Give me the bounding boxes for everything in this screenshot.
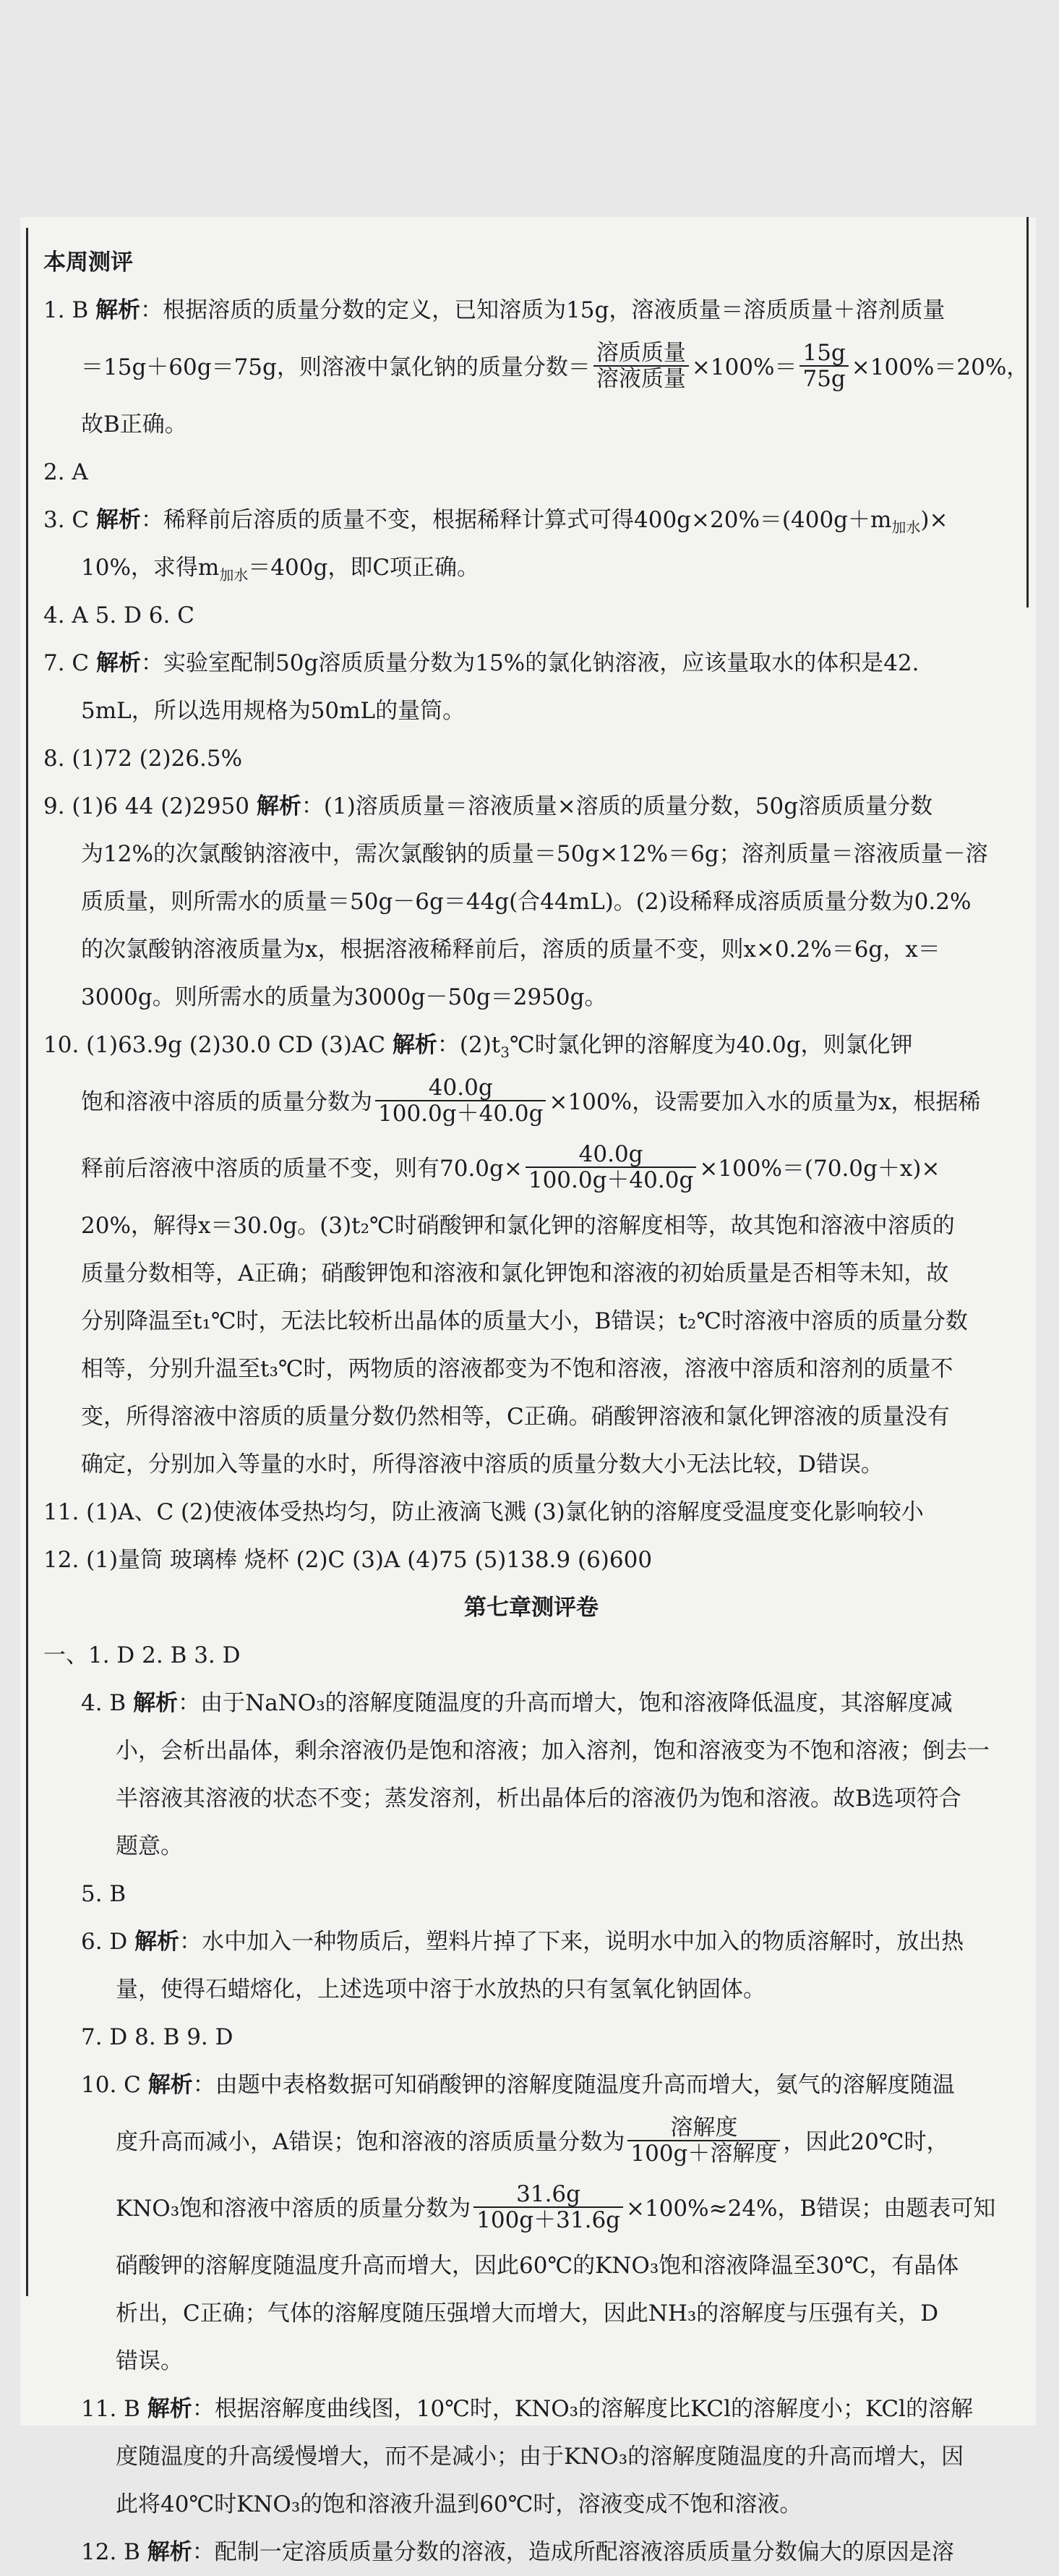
fraction: $\frac{40.0g}{100.0g+40.0g}$ — [526, 1142, 696, 1193]
q2-line: 2. A — [43, 459, 88, 485]
c10-line6: 错误。 — [116, 2348, 183, 2374]
c12-line1: 12. B 解析：配制一定溶质质量分数的溶液，造成所配溶液溶质质量分数偏大的原因是溶 — [81, 2539, 954, 2565]
fraction: $\frac{31.6g}{100g+31.6g}$ — [473, 2182, 623, 2232]
q10-line2: 饱和溶液中溶质的质量分数为 $\frac{40.0g}{100.0g+40.0g}$ ×100%，设需要加入水的质量为x，根据稀 — [81, 1074, 981, 1127]
c5-line: 5. B — [81, 1881, 127, 1907]
right-border-line — [1026, 217, 1029, 607]
q7-line2: 5mL，所以选用规格为50mL的量筒。 — [81, 698, 466, 724]
c4-line1: 4. B 解析：由于NaNO₃的溶解度随温度的升高而增大，饱和溶液降低温度，其溶解度减 — [81, 1690, 953, 1716]
c10-line4: 硝酸钾的溶解度随温度升高而增大，因此60℃的KNO₃饱和溶液降温至30℃，有晶体 — [116, 2253, 959, 2279]
chapter-title: 第七章测评卷 — [464, 1595, 599, 1621]
q10-line3: 释前后溶液中溶质的质量不变，则有70.0g× $\frac{40.0g}{100.0g+40.0g}$ ×100%＝(70.0g＋x)× — [81, 1140, 940, 1193]
fraction: $\frac{\text{溶质质量}}{\text{溶液质量}}$ — [593, 341, 689, 391]
fraction: $\frac{40.0g}{100.0g+40.0g}$ — [375, 1075, 546, 1126]
q3-line1: 3. C 解析：稀释前后溶质的质量不变，根据稀释计算式可得$400g\times 20\%=(400g+m_{加水})\times$ — [43, 507, 948, 537]
c1-line: 一、1. D 2. B 3. D — [43, 1642, 241, 1668]
answer-content — [43, 239, 1029, 2576]
c10-line3: KNO₃饱和溶液中溶质的质量分数为 $\frac{31.6g}{100g+31.6g}$ ×100%≈24%，B错误；由题表可知 — [116, 2180, 996, 2233]
q3-line2: 10%，求得$m_{加水}=400g$，即C项正确。 — [81, 555, 480, 584]
c4-line2: 小，会析出晶体，剩余溶液仍是饱和溶液；加入溶剂，饱和溶液变为不饱和溶液；倒去一 — [116, 1738, 990, 1764]
c4-line3: 半溶液其溶液的状态不变；蒸发溶剂，析出晶体后的溶液仍为饱和溶液。故B选项符合 — [116, 1786, 961, 1812]
c6-line2: 量，使得石蜡熔化，上述选项中溶于水放热的只有氢氧化钠固体。 — [116, 1976, 766, 2003]
q10-line1: 10. (1)63.9g (2)30.0 CD (3)AC 解析：$(2)t_3℃$时氯化钾的溶解度为40.0g，则氯化钾 — [43, 1032, 913, 1062]
q10-line4: 20%，解得x＝30.0g。(3)t₂℃时硝酸钾和氯化钾的溶解度相等，故其饱和溶液中溶质的 — [81, 1213, 955, 1239]
q1-line2: ＝15g＋60g＝75g，则溶液中氯化钠的质量分数＝ $\frac{\text{溶质质量}}{\text{溶液质量}}$ ×100%＝ $\frac{15g}{75g}$ ×100%＝20%， — [81, 339, 1029, 392]
c11-line2: 度随温度的升高缓慢增大，而不是减小；由于KNO₃的溶解度随温度的升高而增大，因 — [116, 2444, 964, 2470]
fraction: $\frac{15g}{75g}$ — [799, 341, 848, 391]
q7-line1: 7. C 解析：实验室配制50g溶质质量分数为15%的氯化钠溶液，应该量取水的体积是42. — [43, 650, 919, 676]
q12-line: 12. (1)量筒 玻璃棒 烧杯 (2)C (3)A (4)75 (5)138.9 (6)600 — [43, 1547, 653, 1573]
c10-line1: 10. C 解析：由题中表格数据可知硝酸钾的溶解度随温度升高而增大，氨气的溶解度随温 — [81, 2072, 955, 2098]
q1-line1: 1. B 解析：根据溶质的质量分数的定义，已知溶质为15g，溶液质量＝溶质质量＋溶剂质量 — [43, 297, 946, 323]
q1-line3: 故B正确。 — [81, 411, 187, 438]
q9-line1: 9. (1)6 44 (2)2950 解析：(1)溶质质量＝溶液质量×溶质的质量分数，50g溶质质量分数 — [43, 793, 933, 819]
q9-line3: 质质量，则所需水的质量＝50g－6g＝44g(合44mL)。(2)设稀释成溶质质量分数为0.2% — [81, 889, 972, 915]
q10-line8: 变，所得溶液中溶质的质量分数仍然相等，C正确。硝酸钾溶液和氯化钾溶液的质量没有 — [81, 1404, 950, 1430]
c11-line3: 此将40℃时KNO₃的饱和溶液升温到60℃时，溶液变成不饱和溶液。 — [116, 2491, 802, 2517]
q8-line: 8. (1)72 (2)26.5% — [43, 746, 243, 772]
c6-line1: 6. D 解析：水中加入一种物质后，塑料片掉了下来，说明水中加入的物质溶解时，放出热 — [81, 1929, 964, 1955]
c789-line: 7. D 8. B 9. D — [81, 2024, 233, 2050]
q9-line5: 3000g。则所需水的质量为3000g－50g＝2950g。 — [81, 984, 607, 1010]
c4-line4: 题意。 — [116, 1833, 183, 1859]
q9-line4: 的次氯酸钠溶液质量为x，根据溶液稀释前后，溶质的质量不变，则x×0.2%＝6g，x＝ — [81, 937, 940, 963]
q10-line7: 相等，分别升温至t₃℃时，两物质的溶液都变为不饱和溶液，溶液中溶质和溶剂的质量不 — [81, 1356, 953, 1382]
q10-line5: 质量分数相等，A正确；硝酸钾饱和溶液和氯化钾饱和溶液的初始质量是否相等未知，故 — [81, 1261, 949, 1287]
fraction: $\frac{\text{溶解度}}{\text{100g＋溶解度}}$ — [627, 2115, 780, 2166]
left-border-line — [26, 228, 28, 2296]
c10-line5: 析出，C正确；气体的溶解度随压强增大而增大，因此NH₃的溶解度与压强有关，D — [116, 2300, 939, 2326]
q9-line2: 为12%的次氯酸钠溶液中，需次氯酸钠的质量＝50g×12%＝6g；溶剂质量＝溶液质量－溶 — [81, 841, 988, 867]
q11-line: 11. (1)A、C (2)使液体受热均匀，防止液滴飞溅 (3)氯化钠的溶解度受温度变化影响较小 — [43, 1499, 924, 1525]
q10-line6: 分别降温至t₁℃时，无法比较析出晶体的质量大小，B错误；t₂℃时溶液中溶质的质量分数 — [81, 1308, 968, 1334]
c11-line1: 11. B 解析：根据溶解度曲线图，10℃时，KNO₃的溶解度比KCl的溶解度小；KCl的溶解 — [81, 2396, 973, 2422]
section-title: 本周测评 — [43, 250, 133, 276]
q456-line: 4. A 5. D 6. C — [43, 602, 194, 628]
q10-line9: 确定，分别加入等量的水时，所得溶液中溶质的质量分数大小无法比较，D错误。 — [81, 1451, 883, 1477]
c10-line2: 度升高而减小，A错误；饱和溶液的溶质质量分数为 $\frac{\text{溶解度}}{\text{100g＋溶解度}}$ ，因此20℃时， — [116, 2114, 949, 2167]
